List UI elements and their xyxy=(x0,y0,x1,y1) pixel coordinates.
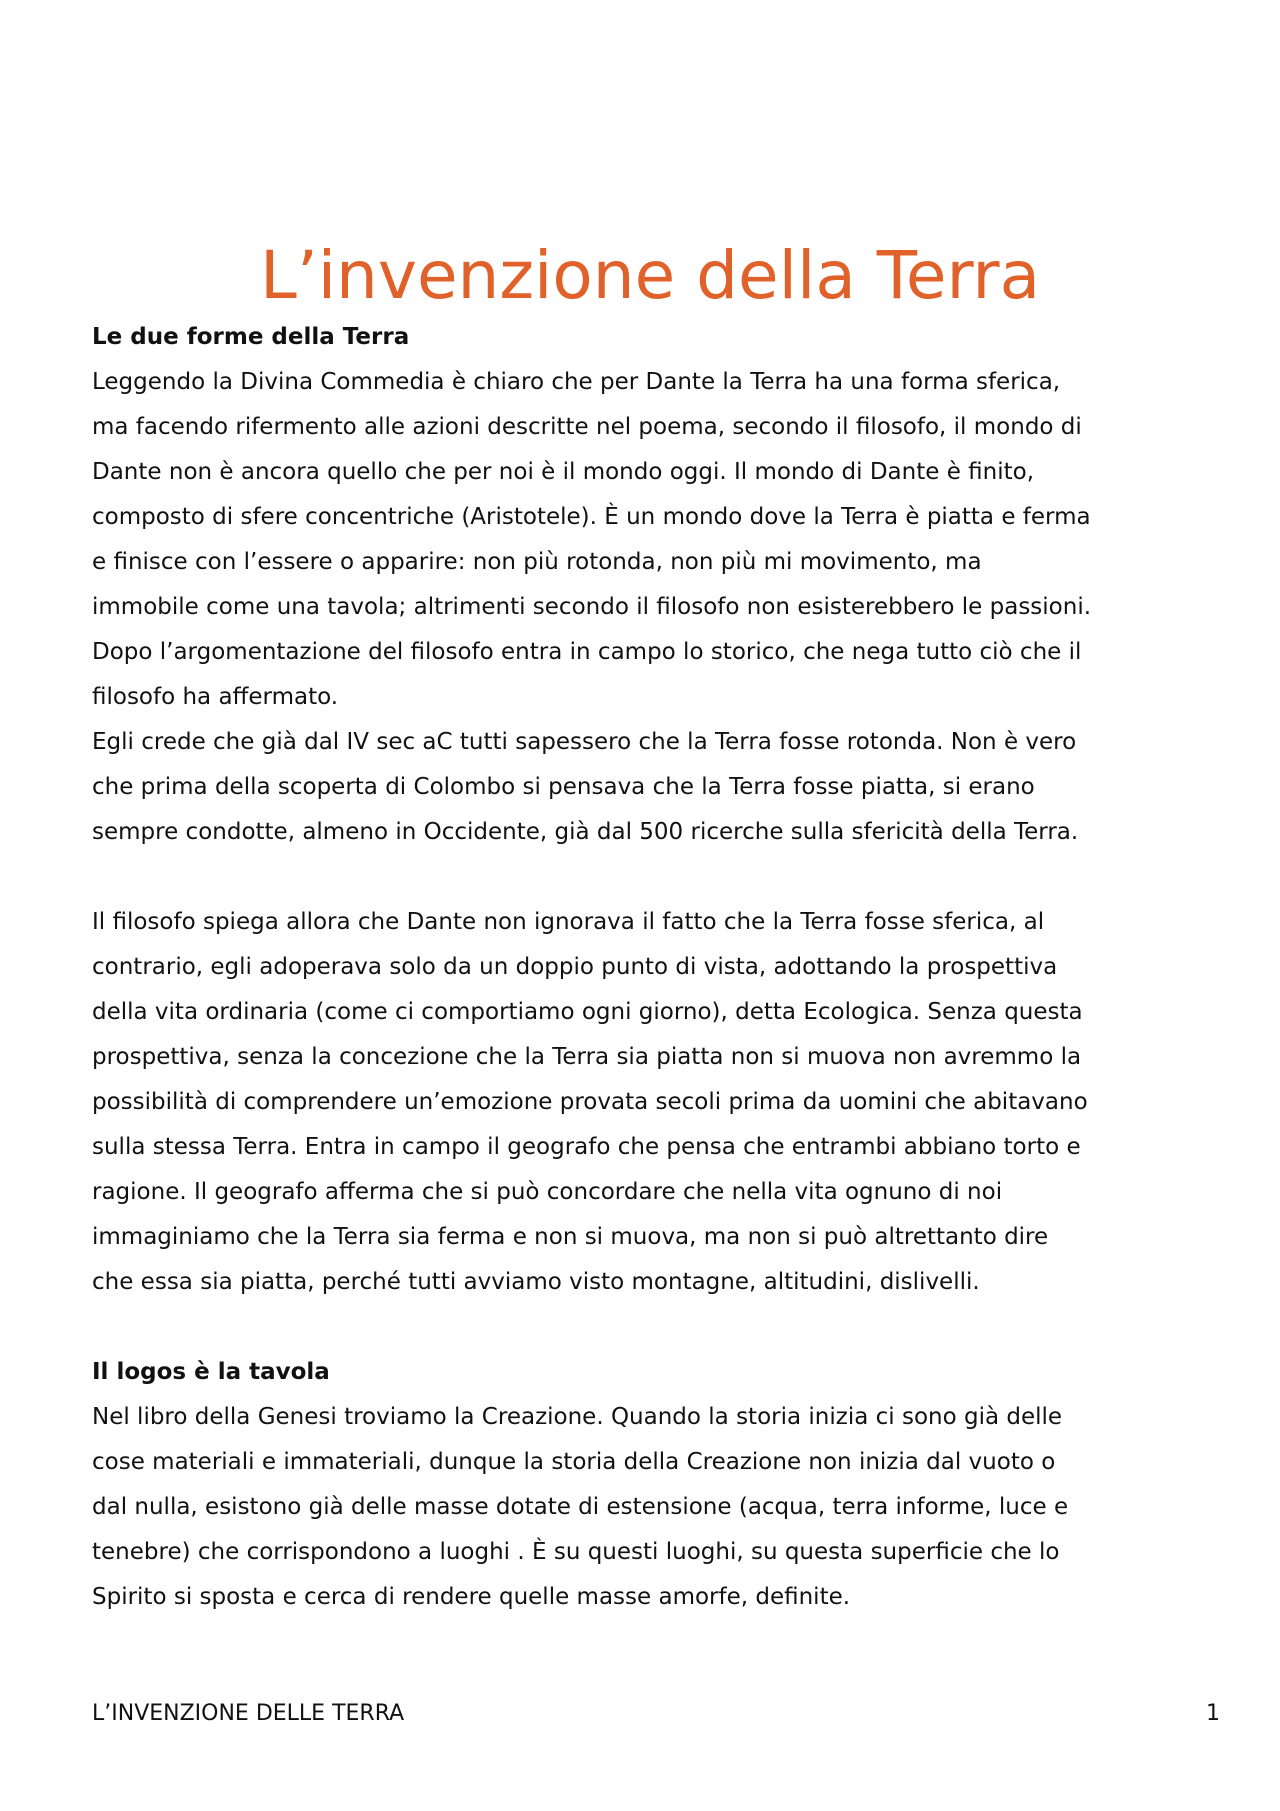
paragraph-line: ma facendo rifermento alle azioni descritte nel poema, secondo il filosofo, il mondo di xyxy=(92,414,1082,440)
paragraph-spacer xyxy=(92,1305,1232,1350)
paragraph-line: che prima della scoperta di Colombo si pensava che la Terra fosse piatta, si erano xyxy=(92,774,1035,800)
paragraph-line: Dante non è ancora quello che per noi è il mondo oggi. Il mondo di Dante è finito, xyxy=(92,459,1035,485)
paragraph-line: Nel libro della Genesi troviamo la Creazione. Quando la storia inizia ci sono già delle xyxy=(92,1404,1063,1430)
paragraph-line: Leggendo la Divina Commedia è chiaro che per Dante la Terra ha una forma sferica, xyxy=(92,369,1061,395)
paragraph-line: che essa sia piatta, perché tutti avviamo visto montagne, altitudini, dislivelli. xyxy=(92,1269,980,1295)
paragraph-line: Dopo l’argomentazione del filosofo entra in campo lo storico, che nega tutto ciò che il xyxy=(92,639,1082,665)
paragraph-line: cose materiali e immateriali, dunque la storia della Creazione non inizia dal vuoto o xyxy=(92,1449,1056,1475)
paragraph-line: ragione. Il geografo afferma che si può concordare che nella vita ognuno di noi xyxy=(92,1179,1003,1205)
paragraph-line: e finisce con l’essere o apparire: non più rotonda, non più mi movimento, ma xyxy=(92,549,982,575)
paragraph-line: composto di sfere concentriche (Aristotele). È un mondo dove la Terra è piatta e ferma xyxy=(92,504,1091,530)
paragraph-line: contrario, egli adoperava solo da un doppio punto di vista, adottando la prospettiva xyxy=(92,954,1058,980)
paragraph-spacer xyxy=(92,855,1232,900)
paragraph-line: prospettiva, senza la concezione che la Terra sia piatta non si muova non avremmo la xyxy=(92,1044,1082,1070)
paragraph-line: Spirito si sposta e cerca di rendere quelle masse amorfe, definite. xyxy=(92,1584,851,1610)
paragraph-line: Egli crede che già dal IV sec aC tutti sapessero che la Terra fosse rotonda. Non è vero xyxy=(92,729,1077,755)
document-title: L’invenzione della Terra xyxy=(259,237,1041,314)
paragraph-line: della vita ordinaria (come ci comportiamo ogni giorno), detta Ecologica. Senza questa xyxy=(92,999,1083,1025)
paragraph-line: immaginiamo che la Terra sia ferma e non si muova, ma non si può altrettanto dire xyxy=(92,1224,1049,1250)
document-body xyxy=(92,315,1232,1620)
paragraph-line: possibilità di comprendere un’emozione provata secoli prima da uomini che abitavano xyxy=(92,1089,1088,1115)
paragraph-line: Il filosofo spiega allora che Dante non ignorava il fatto che la Terra fosse sferica, al xyxy=(92,909,1045,935)
paragraph-line: tenebre) che corrispondono a luoghi . È su questi luoghi, su questa superficie che lo xyxy=(92,1539,1060,1565)
paragraph-line: sulla stessa Terra. Entra in campo il geografo che pensa che entrambi abbiano torto e xyxy=(92,1134,1081,1160)
section-heading: Le due forme della Terra xyxy=(92,324,410,350)
paragraph-line: immobile come una tavola; altrimenti secondo il filosofo non esisterebbero le passioni. xyxy=(92,594,1092,620)
page-number: 1 xyxy=(1206,1701,1220,1726)
section-heading: Il logos è la tavola xyxy=(92,1359,330,1385)
paragraph-line: filosofo ha affermato. xyxy=(92,684,339,710)
paragraph-line: sempre condotte, almeno in Occidente, già dal 500 ricerche sulla sfericità della Terra. xyxy=(92,819,1079,845)
footer-header-text: L’INVENZIONE DELLE TERRA xyxy=(92,1701,405,1726)
paragraph-line: dal nulla, esistono già delle masse dotate di estensione (acqua, terra informe, luce e xyxy=(92,1494,1069,1520)
